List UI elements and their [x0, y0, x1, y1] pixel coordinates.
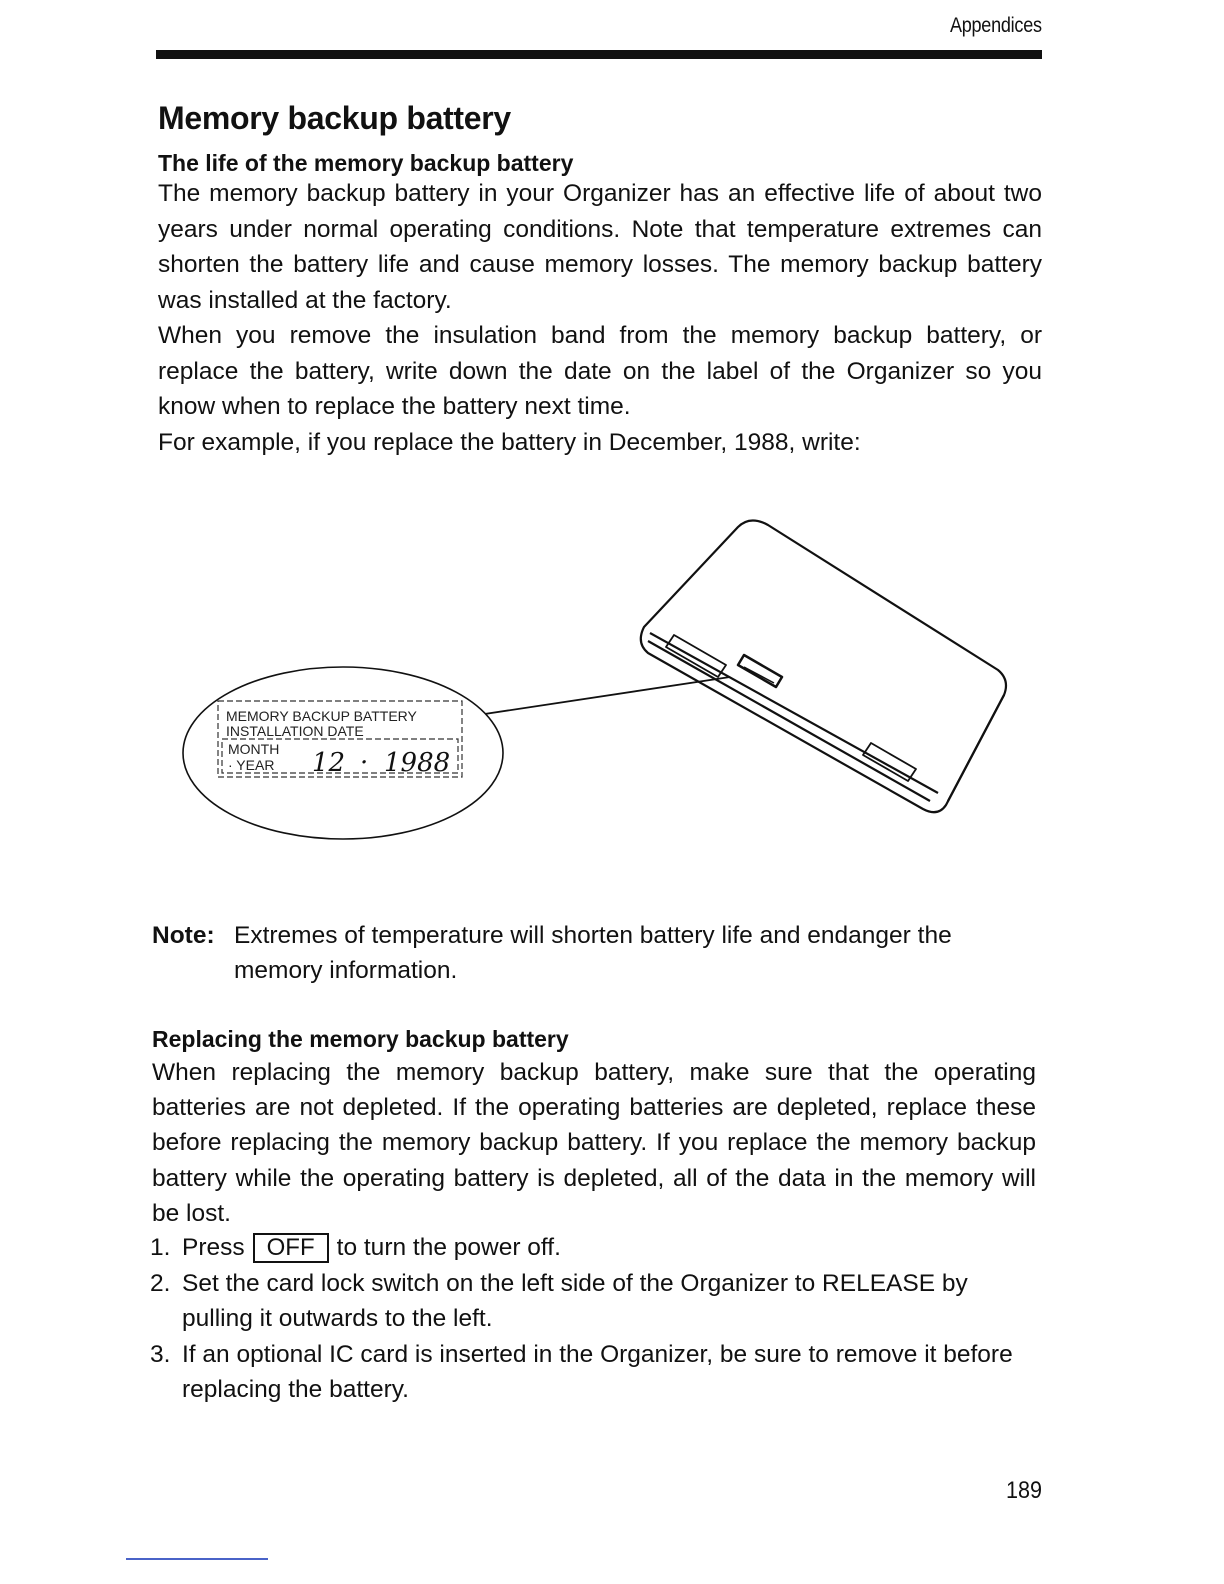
life-section-body [158, 176, 1042, 460]
label-subtitle-text: INSTALLATION DATE [226, 723, 364, 739]
step-text: If an optional IC card is inserted in the Organizer, be sure to remove it before replacing the battery. [182, 1340, 1013, 1403]
off-key-icon: OFF [253, 1233, 329, 1263]
handwritten-separator: · [360, 748, 369, 778]
leader-line [478, 677, 730, 715]
life-section-heading: The life of the memory backup battery [158, 150, 574, 176]
step-text-after: to turn the power off. [336, 1234, 561, 1261]
note-block [152, 918, 1042, 988]
step-number: 1. [150, 1234, 171, 1261]
page-title: Memory backup battery [158, 100, 511, 136]
list-item [150, 1266, 1040, 1337]
label-year-text: · YEAR [228, 757, 275, 773]
life-paragraph-1: The memory backup battery in your Organizer has an effective life of about two years under normal operating conditions. Note that temperature extremes can shorten the battery life and cause memory losses. The memory backup battery was installed at the factory. [158, 180, 1042, 314]
list-item [150, 1230, 1040, 1266]
step-number: 2. [150, 1269, 171, 1297]
running-header: Appendices [950, 14, 1042, 37]
step-text: Set the card lock switch on the left side of the Organizer to RELEASE by pulling it outwards to the left. [182, 1269, 968, 1332]
step-text-before: Press [182, 1234, 245, 1261]
organizer-device-drawing [641, 520, 1006, 812]
replace-section-body [152, 1055, 1036, 1231]
footer-rule [126, 1558, 268, 1560]
organizer-label-illustration [178, 505, 1028, 845]
step-number: 3. [150, 1340, 171, 1368]
list-item [150, 1337, 1040, 1408]
life-paragraph-3: For example, if you replace the battery in December, 1988, write: [158, 428, 861, 456]
replace-section-heading: Replacing the memory backup battery [152, 1026, 569, 1052]
handwritten-year: 1988 [384, 748, 451, 778]
label-title-text: MEMORY BACKUP BATTERY [226, 708, 417, 724]
header-rule [156, 50, 1042, 59]
note-text: Extremes of temperature will shorten battery life and endanger the memory information. [234, 922, 952, 984]
replacement-steps-list [150, 1230, 1040, 1408]
replace-paragraph: When replacing the memory backup battery, make sure that the operating batteries are not depleted. If the operating batteries are depleted, replace these before replacing the memory backup battery. If you replace the memory backup battery while the operating battery is depleted, all of the data in the memory will be lost. [152, 1059, 1036, 1227]
handwritten-month: 12 [312, 748, 346, 778]
page-number: 189 [1005, 1477, 1042, 1504]
label-month-text: MONTH [228, 741, 280, 757]
note-label: Note: [152, 922, 215, 949]
life-paragraph-2: When you remove the insulation band from the memory backup battery, or replace the battery, write down the date on the label of the Organizer so you know when to replace the battery next time. [158, 322, 1042, 420]
